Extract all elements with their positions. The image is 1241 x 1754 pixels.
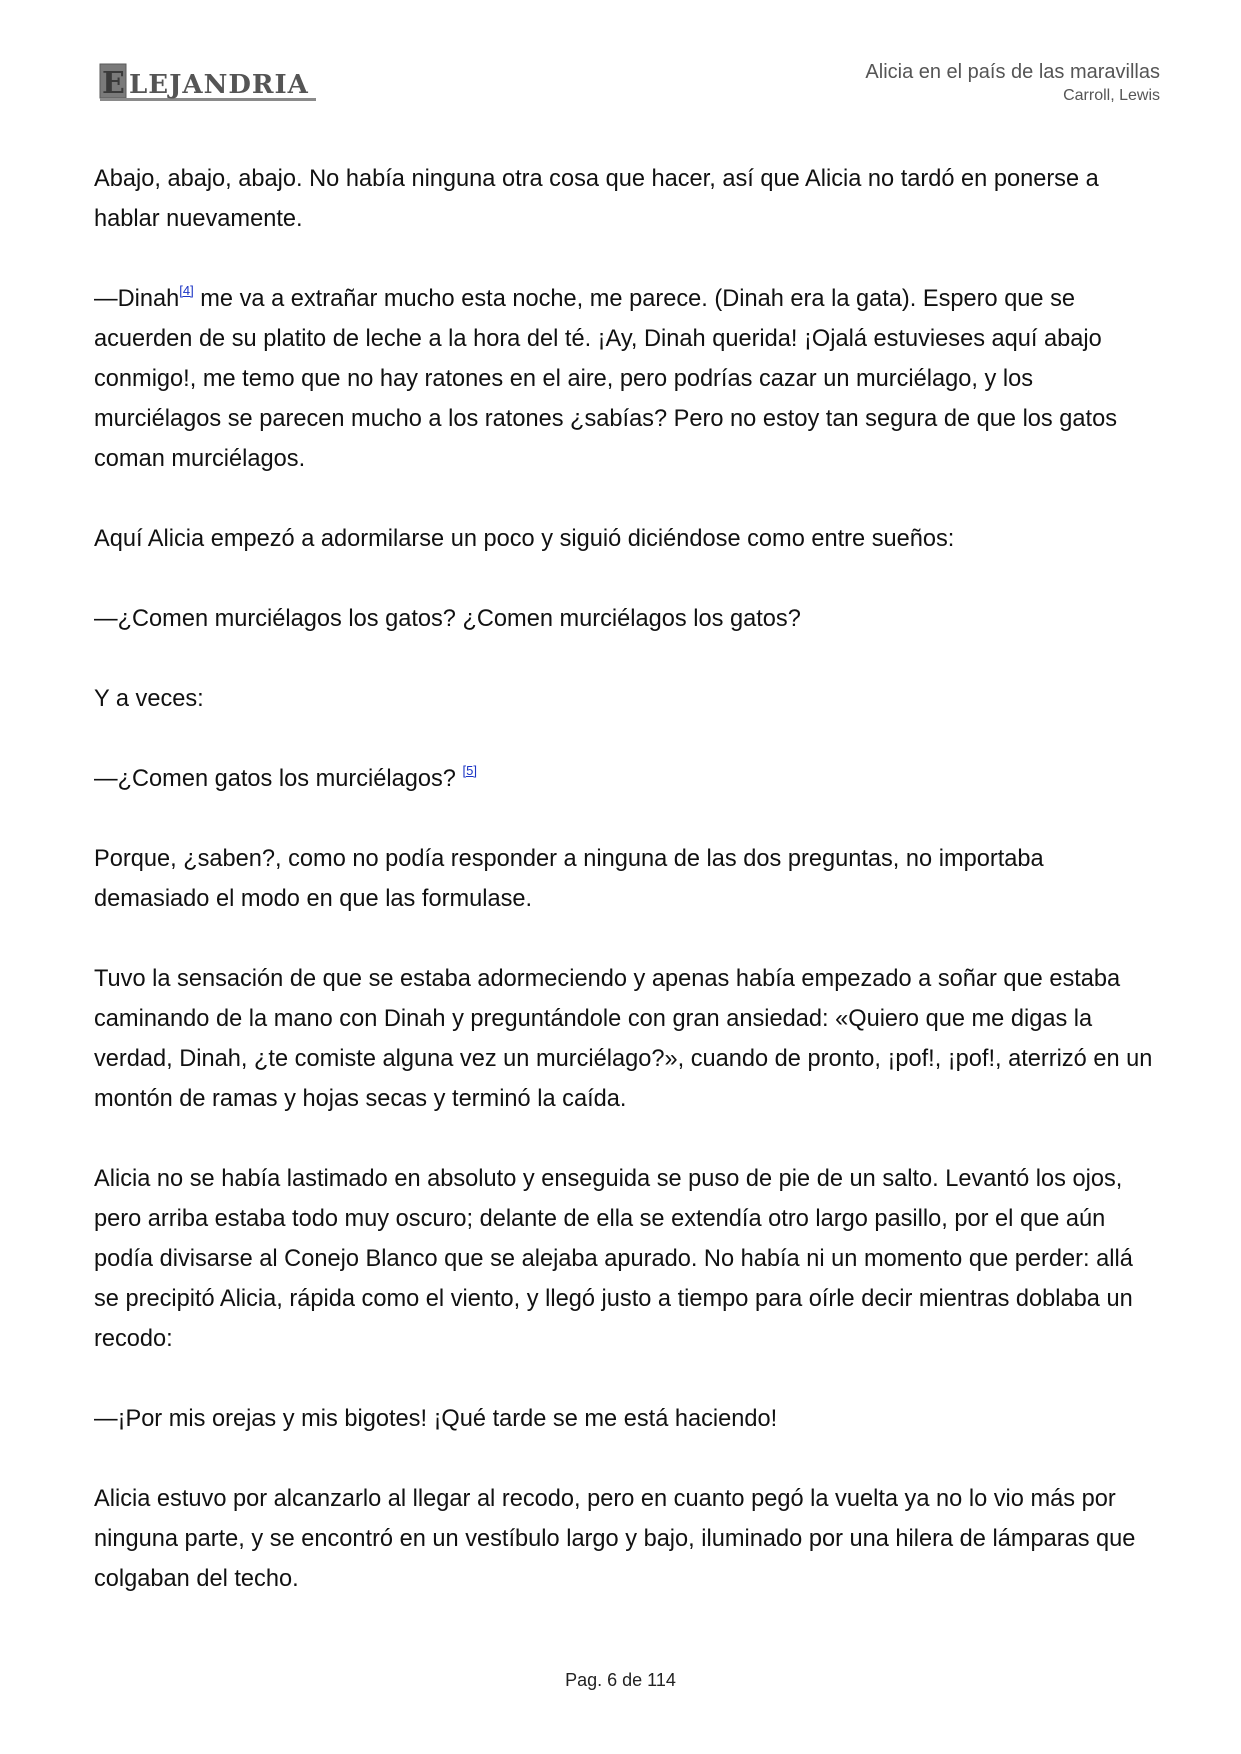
svg-text:LEJANDRIA: LEJANDRIA (129, 70, 309, 100)
footnote-link-5[interactable]: [5] (462, 763, 477, 778)
paragraph: Alicia no se había lastimado en absoluto y enseguida se puso de pie de un salto. Levantó los ojos, pero arriba estaba todo muy oscuro; delante de ella se extendía otro largo pasillo, por el que aún podía divisarse al Conejo Blanco que se alejaba apurado. No había ni un momento que perder: allá se precipitó Alicia, rápida como el viento, y llegó justo a tiempo para oírle decir mientras doblaba un recodo: (94, 1166, 1133, 1352)
paragraph: —¿Comen murciélagos los gatos? ¿Comen murciélagos los gatos? (94, 606, 801, 632)
page-number: Pag. 6 de 114 (565, 1670, 676, 1690)
paragraph: Porque, ¿saben?, como no podía responder a ninguna de las dos preguntas, no importaba demasiado el modo en que las formulase. (94, 846, 1044, 912)
paragraph: Y a veces: (94, 686, 204, 712)
paragraph: —¡Por mis orejas y mis bigotes! ¡Qué tarde se me está haciendo! (94, 1406, 778, 1432)
elejandria-logo (99, 62, 319, 112)
svg-text:E: E (102, 66, 125, 101)
paragraph (94, 279, 1164, 479)
paragraph-text: me va a extrañar mucho esta noche, me parece. (Dinah era la gata). Espero que se acuerden de su platito de leche a la hora del té. ¡Ay, Dinah querida! ¡Ojalá estuvieses aquí abajo conmigo!, me temo que no hay ratones en el aire, pero podrías cazar un murciélago, y los murciélagos se parecen mucho a los ratones ¿sabías? Pero no estoy tan segura de que los gatos coman murciélagos. (94, 286, 1117, 472)
footnote-link-4[interactable]: [4] (179, 283, 194, 298)
paragraph: Aquí Alicia empezó a adormilarse un poco y siguió diciéndose como entre sueños: (94, 526, 955, 552)
running-header (865, 59, 1160, 107)
chapter-text (94, 159, 1164, 1639)
paragraph: Tuvo la sensación de que se estaba adormeciendo y apenas había empezado a soñar que estaba caminando de la mano con Dinah y preguntándole con gran ansiedad: «Quiero que me digas la verdad, Dinah, ¿te comiste alguna vez un murciélago?», cuando de pronto, ¡pof!, ¡pof!, aterrizó en un montón de ramas y hojas secas y terminó la caída. (94, 966, 1153, 1112)
paragraph: Alicia estuvo por alcanzarlo al llegar al recodo, pero en cuanto pegó la vuelta ya no lo vio más por ninguna parte, y se encontró en un vestíbulo largo y bajo, iluminado por una hilera de lámparas que colgaban del techo. (94, 1486, 1136, 1592)
book-author: Carroll, Lewis (1063, 87, 1160, 104)
paragraph-text: —¿Comen gatos los murciélagos? (94, 766, 463, 792)
paragraph (94, 759, 1164, 799)
book-title: Alicia en el país de las maravillas (865, 61, 1160, 83)
paragraph-text: —Dinah (94, 286, 180, 312)
paragraph: Abajo, abajo, abajo. No había ninguna otra cosa que hacer, así que Alicia no tardó en ponerse a hablar nuevamente. (94, 166, 1099, 232)
